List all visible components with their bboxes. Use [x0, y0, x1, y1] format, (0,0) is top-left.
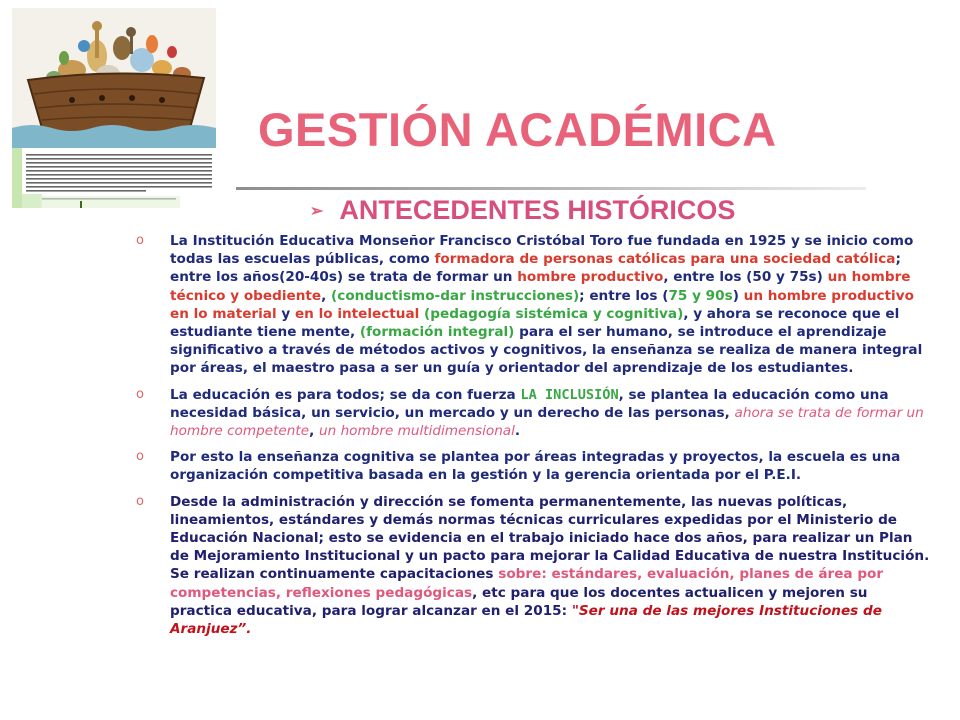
section-heading [310, 195, 910, 226]
circle-bullet-icon: o [136, 233, 144, 248]
body-content [132, 232, 932, 646]
paragraph-text-segment: Por esto la enseñanza cognitiva se plantea por áreas integradas y proyectos, la escuela es una organización competitiva basada en la gestión y la gerencia orientada por el P.E.I. [170, 449, 901, 484]
circle-bullet-icon: o [136, 493, 144, 509]
paragraph-text-segment: hombre productivo [517, 269, 664, 286]
noahs-ark-illustration [12, 8, 216, 208]
bullet-paragraph [132, 493, 932, 639]
paragraph-text-segment: , [309, 423, 320, 440]
page-title: GESTIÓN ACADÉMICA [258, 103, 777, 156]
paragraph-text-segment: ; entre los años(20-40s) se trata de formar un [170, 251, 901, 286]
paragraph-text-segment: ahora se trata de formar un hombre competente [170, 404, 924, 440]
paragraph-text-segment: un hombre multidimensional [319, 423, 515, 440]
title-divider [236, 187, 866, 190]
paragraph-text-segment: , [321, 287, 332, 304]
noahs-ark-drawing [12, 8, 216, 208]
paragraph-text-segment: , se plantea la educación como una necesidad básica, un servicio, un mercado y un derecho de las personas, [170, 386, 889, 421]
paragraph-text-segment: , etc para que los docentes actualicen y mejoren su practica educativa, para lograr alcanzar en el 2015: [170, 584, 868, 619]
section-heading-label: ANTECEDENTES HISTÓRICOS [339, 195, 736, 225]
paragraph-text-segment: , y ahora se reconoce que el estudiante tiene mente, [170, 305, 900, 341]
paragraph-text-segment: (conductismo-dar instrucciones) [331, 287, 580, 304]
paragraph-text-segment: (pedagogía sistémica y cognitiva) [419, 305, 684, 322]
paragraph-text-segment: (formación integral) [359, 324, 515, 341]
circle-bullet-icon: o [136, 386, 144, 402]
paragraph-text-segment: formadora de personas católicas para una sociedad católica [434, 251, 896, 268]
paragraph-text-segment: La Institución Educativa Monseñor Francisco Cristóbal Toro fue fundada en 1925 y se inicio como todas las escuelas públicas, como [170, 233, 914, 268]
paragraph-text-segment: ) [732, 287, 744, 304]
bullet-paragraph [132, 448, 932, 484]
paragraph-text-segment: un hombre técnico y obediente [170, 269, 911, 304]
paragraph-text-segment: "Ser una de las mejores Instituciones de Aranjuez”. [170, 602, 882, 638]
arrow-bullet-icon: ➢ [310, 203, 324, 220]
bullet-paragraph [132, 386, 932, 441]
paragraph-text-segment: un hombre productivo en lo material [170, 287, 914, 322]
paragraph-text-segment: en lo intelectual [294, 305, 420, 322]
paragraph-text-segment: , entre los (50 y 75s) [663, 269, 828, 286]
bullet-paragraph [132, 232, 932, 378]
paragraph-text-segment: 75 y 90s [668, 287, 733, 304]
paragraph-text-segment: ; entre los ( [579, 287, 669, 304]
paragraph-text-segment: Desde la administración y dirección se fomenta permanentemente, las nuevas políticas, lineamientos, estándares y demás normas técnicas curriculares expedidas por el Ministerio de Educación Nacional; esto se evidencia en el trabajo iniciado hace dos años, para realizar un Plan de Mejoramiento Institucional y un pacto para mejorar la Calidad Educativa de nuestra Institución. Se realizan continuamente capacitaciones [170, 493, 930, 583]
paragraph-text-segment: y [276, 305, 295, 322]
paragraph-text-segment: LA INCLUSIÓN [520, 386, 619, 403]
paragraph-text-segment: . [514, 423, 521, 440]
circle-bullet-icon: o [136, 449, 144, 465]
paragraph-text-segment: sobre: estándares, evaluación, planes de área por competencias, reflexiones pedagógicas [170, 566, 884, 601]
paragraph-text-segment: La educación es para todos; se da con fuerza [170, 386, 521, 403]
paragraph-text-segment: para el ser humano, se introduce el aprendizaje significativo a través de métodos activos y cognitivos, la enseñanza se realiza de manera integral por áreas, el maestro pasa a ser un guía y orientador del aprendizaje de los estudiantes. [170, 324, 923, 377]
